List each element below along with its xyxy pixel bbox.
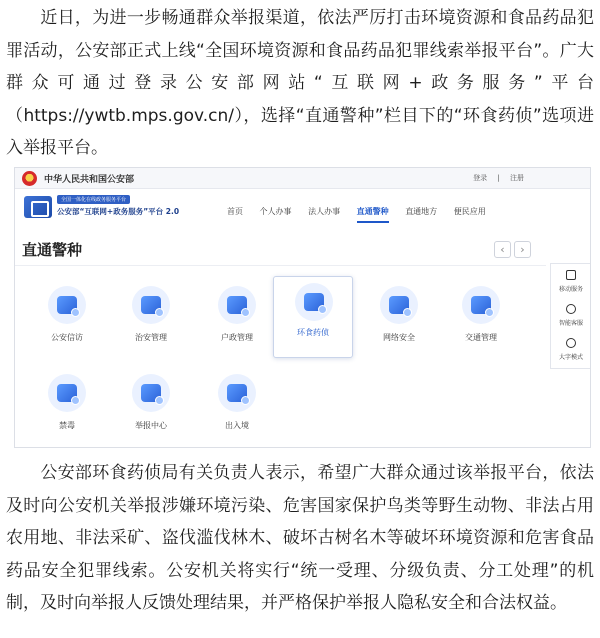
service-narcotics[interactable] xyxy=(32,364,102,448)
mail-icon xyxy=(48,286,86,324)
gov-name: 中华人民共和国公安部 xyxy=(44,175,135,185)
main-nav xyxy=(227,206,500,217)
service-petition[interactable] xyxy=(32,276,102,366)
nav-legal-person[interactable]: 法人办事 xyxy=(308,207,341,216)
service-env-food-drug[interactable] xyxy=(273,276,353,358)
no-drugs-icon xyxy=(48,374,86,412)
service-report-center[interactable] xyxy=(116,364,186,448)
sidebar-label: 移动服务 xyxy=(558,286,583,293)
police-officer-icon xyxy=(132,374,170,412)
nav-police-types[interactable]: 直通警种 xyxy=(356,207,389,216)
network-icon xyxy=(380,286,418,324)
section-divider xyxy=(15,265,546,266)
account-links xyxy=(469,173,528,183)
sidebar-label: 智能客服 xyxy=(558,320,583,327)
service-label: 网络安全 xyxy=(383,333,415,342)
nav-home[interactable]: 首页 xyxy=(227,207,243,216)
platform-screenshot xyxy=(14,167,591,448)
intro-paragraph xyxy=(6,2,594,165)
service-cyber-security[interactable] xyxy=(364,276,434,366)
prev-arrow-button[interactable]: ‹ xyxy=(494,241,511,258)
sidebar-mobile-service[interactable] xyxy=(551,266,591,300)
service-label: 治安管理 xyxy=(135,333,167,342)
register-link[interactable]: 注册 xyxy=(510,174,524,182)
nav-local[interactable]: 直通地方 xyxy=(405,207,438,216)
section-title: 直通警种 xyxy=(22,241,83,259)
top-bar xyxy=(15,168,590,189)
login-link[interactable]: 登录 xyxy=(473,174,488,182)
service-label: 出入境 xyxy=(225,421,249,430)
service-public-security[interactable] xyxy=(116,276,186,366)
service-label: 环食药侦 xyxy=(297,328,329,337)
service-label: 户政管理 xyxy=(221,333,253,342)
next-arrow-button[interactable]: › xyxy=(514,241,531,258)
shield-icon xyxy=(132,286,170,324)
national-emblem-icon xyxy=(22,171,37,186)
logo-subtitle: 全国一体化在线政务服务平台 xyxy=(57,195,130,204)
service-label: 交通管理 xyxy=(465,333,497,342)
service-label: 禁毒 xyxy=(59,421,75,430)
service-label: 公安信访 xyxy=(51,333,83,342)
car-icon xyxy=(462,286,500,324)
sidebar-large-font[interactable] xyxy=(551,334,591,368)
magnifier-icon xyxy=(566,338,576,348)
nav-convenience[interactable]: 便民应用 xyxy=(453,207,486,216)
house-icon xyxy=(218,286,256,324)
service-label: 举报中心 xyxy=(135,421,167,430)
floating-sidebar xyxy=(550,263,590,369)
mobile-phone-icon xyxy=(566,270,576,280)
passport-icon xyxy=(218,374,256,412)
headset-icon xyxy=(566,304,576,314)
link-separator: | xyxy=(497,174,500,182)
nav-personal[interactable]: 个人办事 xyxy=(259,207,292,216)
platform-logo-icon xyxy=(24,196,52,218)
sidebar-smart-service[interactable] xyxy=(551,300,591,334)
service-household[interactable] xyxy=(202,276,272,366)
document-shield-icon xyxy=(295,283,333,321)
body-paragraph xyxy=(6,457,594,620)
intro-text: 近日，为进一步畅通群众举报渠道，依法严厉打击环境资源和食品药品犯罪活动，公安部正式上线“全国环境资源和食品药品犯罪线索举报平台”。广大群众可通过登录公安部网站“互联网+政务服务”平台（https://ywtb.mps.gov.cn/），选择“直通警种”栏目下的“环食药侦”选项进入举报平台。 xyxy=(6,8,594,158)
service-traffic[interactable] xyxy=(446,276,516,366)
sidebar-label: 大字模式 xyxy=(558,354,583,361)
logo-title: 公安部“互联网+政务服务”平台 2.0 xyxy=(57,207,180,216)
service-exit-entry[interactable] xyxy=(202,364,272,448)
body-text: 公安部环食药侦局有关负责人表示，希望广大群众通过该举报平台，依法及时向公安机关举报涉嫌环境污染、危害国家保护鸟类等野生动物、非法占用农用地、非法采矿、盗伐滥伐林木、破坏古树名木等破坏环境资源和危害食品药品安全犯罪线索。公安机关将实行“统一受理、分级负责、分工处理”的机制，及时向举报人反馈处理结果，并严格保护举报人隐私安全和合法权益。 xyxy=(6,463,594,613)
